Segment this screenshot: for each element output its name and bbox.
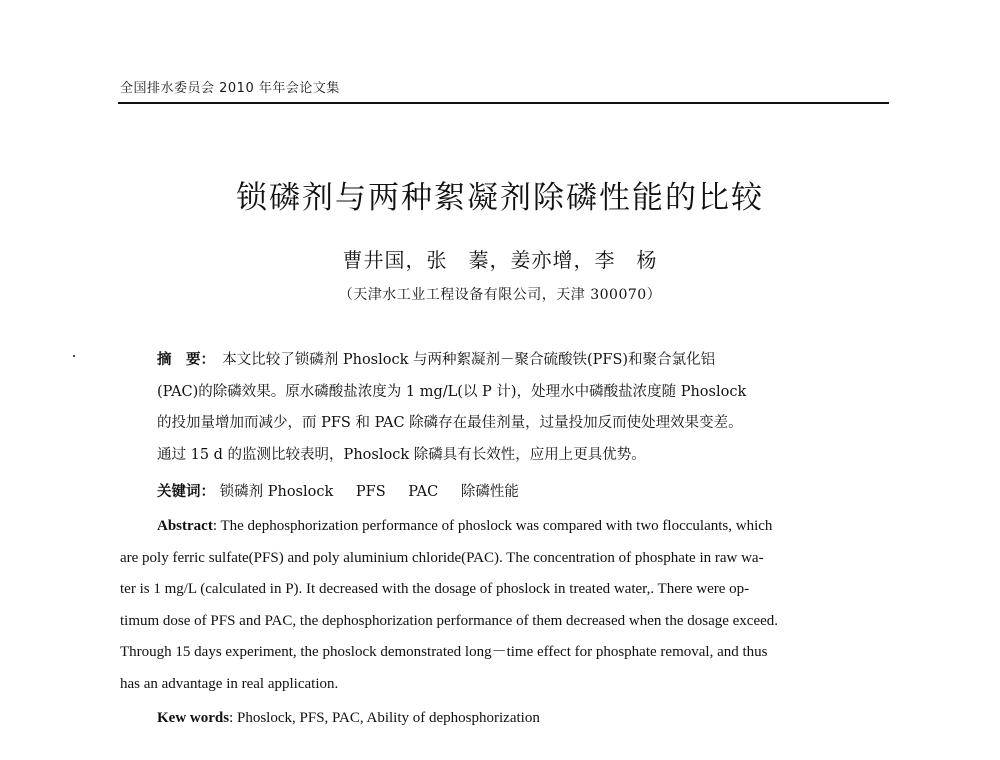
abstract-cn-line: 的投加量增加而减少，而 PFS 和 PAC 除磷存在最佳剂量，过量投加反而使处理效果变差。: [157, 415, 743, 431]
keyword-term: 除磷性能: [460, 484, 519, 500]
running-header: 全国排水委员会 2010 年年会论文集: [120, 81, 340, 96]
abstract-en-line: Through 15 days experiment, the phoslock demonstrated long－time effect for phosphate removal, and thus: [120, 644, 768, 660]
abstract-en-text: The dephosphorization performance of phoslock was compared with two flocculants, which: [217, 518, 773, 534]
abstract-en-separator: :: [212, 518, 217, 534]
abstract-cn-line: (PAC)的除磷效果。原水磷酸盐浓度为 1 mg/L(以 P 计)，处理水中磷酸盐浓度随 Phoslock: [157, 383, 747, 400]
keyword-term: 锁磷剂 Phoslock: [219, 484, 334, 500]
affiliation: （天津水工业工程设备有限公司，天津 300070）: [338, 287, 662, 303]
header-rule: [118, 102, 889, 104]
abstract-en-line: are poly ferric sulfate(PFS) and poly aluminium chloride(PAC). The concentration of phosphate in raw wa-: [120, 549, 764, 566]
abstract-en-line: timum dose of PFS and PAC, the dephosphorization performance of them decreased when the dosage exceed.: [120, 612, 779, 629]
author-list: 曹井国，张 蓁，姜亦增，李 杨: [342, 248, 658, 272]
keywords-en-text: Phoslock, PFS, PAC, Ability of dephosphorization: [233, 710, 540, 726]
keyword-term: PFS: [355, 484, 386, 500]
keywords-en-label: Kew words: [157, 710, 230, 726]
keywords-en-separator: :: [229, 710, 234, 726]
keyword-term: PAC: [408, 484, 439, 500]
paper-title: 锁磷剂与两种絮凝剂除磷性能的比较: [236, 180, 764, 216]
keywords-chinese: [157, 480, 537, 501]
abstract-cn-text: 本文比较了锁磷剂 Phoslock 与两种絮凝剂－聚合硫酸铁(PFS)和聚合氯化铝: [222, 352, 716, 368]
abstract-cn-label: 摘 要：: [157, 352, 208, 368]
abstract-english: [120, 511, 890, 700]
abstract-en-line: ter is 1 mg/L (calculated in P). It decreased with the dosage of phoslock in treated water,. There were op-: [120, 581, 750, 597]
abstract-en-line: [120, 511, 890, 543]
abstract-cn-line: 通过 15 d 的监测比较表明，Phoslock 除磷具有长效性，应用上更具优势。: [157, 446, 646, 463]
scan-speck: [73, 355, 75, 357]
abstract-chinese: [157, 345, 887, 471]
keywords-cn-label: 关键词：: [157, 484, 215, 500]
abstract-cn-line: [157, 345, 887, 377]
abstract-en-line: has an advantage in real application.: [120, 675, 339, 692]
abstract-en-label: Abstract: [157, 518, 213, 534]
keywords-english: [157, 710, 540, 727]
